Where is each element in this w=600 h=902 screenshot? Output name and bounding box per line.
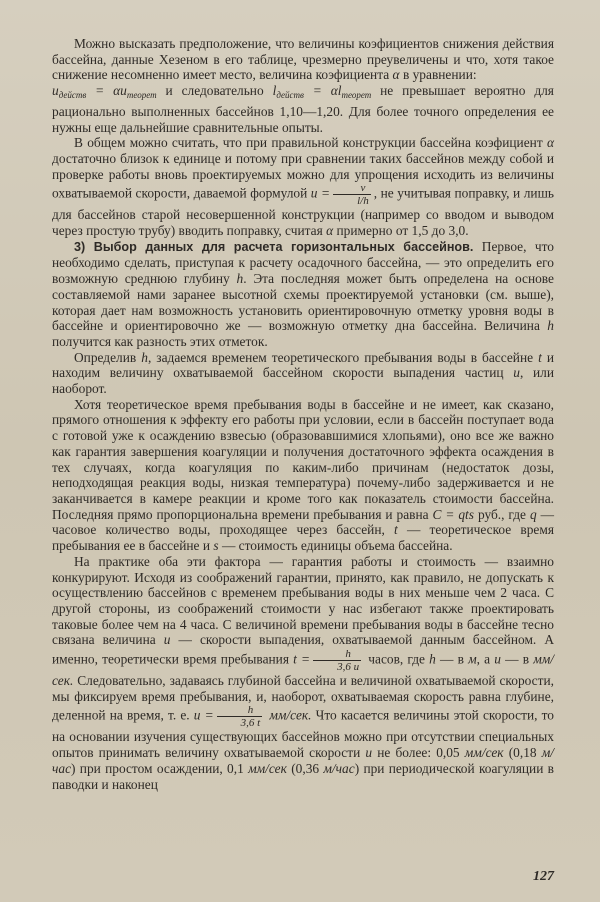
fraction: $\frac{h}{3,6 u}$ (313, 648, 361, 673)
text: , не учитывая поправку, и лишь для бассейнов старой несовершенной конструкции (например со вводом и выводом через простую трубу) вводить поправку, считая (52, 185, 554, 239)
paragraph-7: На практике оба эти фактора — гарантия работы и стоимость — взаимно конкурируют. Исходя из соображений гарантии, принято, как правило, не допускать к осуществлению бассейнов с временем пребывания воды в них меньше чем 2 часа. С другой стороны, из соображений стоимости у нас избегают также проектировать таковые более чем на 4 часа. С величиной времени пребывания воды в бассейне тесно связана величина u — скорости выпадения, охватываемой данным бассейном. А именно, теоретически время пребывания t = $\frac{h}{3,6 u}$ часов, где h — в м, а u — в мм/сек. Следовательно, задаваясь глубиной бассейна и величиной охватываемой скорости, мы фиксируем время пребывания, и, наоборот, охватываемая скорость равна глубине, деленной на время, т. е. u = $\frac{h}{3,6 t}$ мм/сек. Что касается величины этой скорости, то на основании изучения существующих бассейнов можно при отсутствии специальных опытов принимать величину охватываемой скорости u не более: 0,05 мм/сек (0,18 м/час) при простом осаждении, 0,1 мм/сек (0,36 м/час) при периодической коагуляции в паводки и наконец (52, 553, 554, 792)
paragraph-2 (52, 83, 554, 135)
page-number: 127 (533, 869, 554, 884)
text: не превышает вероятно для рационально выполненных бассейнов 1,10—1,20. Для более точного определения ее нужны еще дальнейшие сравнительные опыты. (52, 83, 554, 135)
text: примерно от 1,5 до 3,0. (336, 223, 469, 239)
paragraph-6: Хотя теоретическое время пребывания воды в бассейне и не имеет, как сказано, прямого отношения к эффекту его работы при условии, если в бассейн поступает вода с готовой уже к осаждению взвесью (образовавшимися хлопьями), оно все же важно как гарантия завершения коагуляции и получения достаточного эффекта осаждения в тех случаях, когда коагуляция по каким-либо причинам (недостаток дозы, неподходящая реакция воды, низкая температура) почему-либо задерживается и не заканчивается в камере реакции и кроме того как показатель стоимости бассейна. Последняя прямо пропорциональна времени пребывания и равна C = qts руб., где q — часовое количество воды, проходящее через бассейн, t — теоретическое время пребывания ее в бассейне и s — стоимость единицы объема бассейна. (52, 396, 554, 554)
text: Можно высказать предположение, что величины коэфициентов снижения действия бассейна, данные Хезеном в его таблице, чрезмерно преувеличены и что, хотя такое снижение несомненно имеет место, величина коэфициента (52, 36, 554, 83)
fraction: $\frac{v}{l/h}$ (333, 182, 371, 207)
section-heading: 3) Выбор данных для расчета горизонтальных бассейнов. (74, 239, 474, 254)
alpha-symbol: α (392, 67, 400, 83)
fraction: $\frac{h}{3,6 t}$ (217, 704, 263, 729)
text: Первое, что необходимо сделать, приступая к расчету осадочного бассейна, — это определить его возможную среднюю глубину (52, 238, 554, 287)
paragraph-3 (52, 135, 554, 239)
alpha-symbol: α (546, 135, 554, 151)
text: получится как разность этих отметок. (52, 333, 268, 349)
paragraph-5: Определив h, задаемся временем теоретического пребывания воды в бассейне t и находим величину охватываемой бассейном скорости выпадения частиц u, или наоборот. (52, 349, 554, 397)
text: достаточно близок к единице и потому при сравнении таких бассейнов между собой и проверке работы вновь проектируемых можно для упрощения исходить из величины охватываемой скорости, даваемой формулой (52, 150, 554, 201)
paragraph-4: 3) Выбор данных для расчета горизонтальных бассейнов. Первое, что необходимо сделать, приступая к расчету осадочного бассейна, — это определить его возможную среднюю глубину h. Эта последняя может быть определена на основе составляемой нами заранее высотной схемы проектируемой установки (см. выше), которая дает нам возможность установить ориентировочную отметку уровня воды в бассейне и ориентировочно же — возможную отметку дна бассейна. Величина h получится как разность этих отметок. (52, 238, 554, 349)
formula: u = (310, 185, 331, 201)
text: В общем можно считать, что при правильной конструкции бассейна коэфициент (74, 135, 543, 151)
paragraph-1 (52, 36, 554, 83)
alpha-symbol: α (326, 223, 334, 239)
text: . Эта последняя может быть определена на основе составляемой нами заранее высотной схемы проектируемой установки (см. выше), которая дает нам возможность установить ориентировочную отметку уровня воды в бассейне и ориентировочно же — возможную отметку дна бассейна. Величина (52, 271, 554, 334)
formula: $u_{действ} = \alpha u_{теорет}$ (52, 83, 157, 101)
text: в уравнении: (402, 67, 477, 83)
text: и следовательно (165, 83, 264, 99)
formula: $l_{действ} = \alpha l_{теорет}$ (272, 83, 372, 101)
